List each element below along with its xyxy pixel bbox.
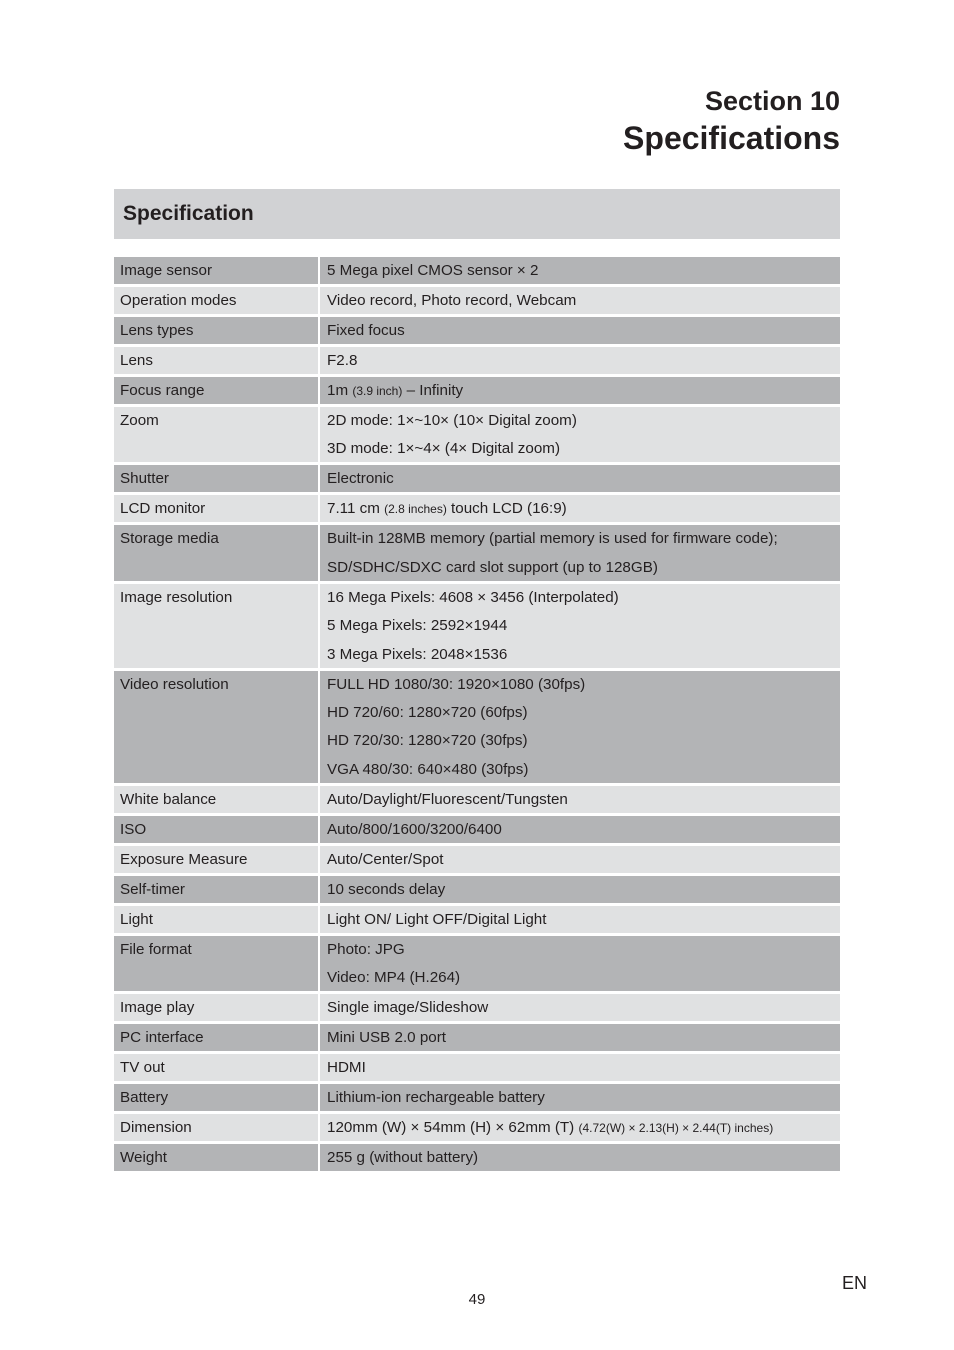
spec-value-text: SD/SDHC/SDXC card slot support (up to 128GB) (327, 558, 658, 576)
spec-label: Weight (114, 1144, 318, 1171)
spec-value-text: HD 720/60: 1280×720 (60fps) (327, 703, 528, 721)
spec-value-text: Auto/Daylight/Fluorescent/Tungsten (327, 790, 568, 808)
spec-value-line (327, 790, 834, 810)
spec-label: Light (114, 906, 318, 933)
spec-value-line (327, 351, 834, 371)
spec-value-line (327, 469, 834, 489)
spec-label: Operation modes (114, 287, 318, 314)
spec-value-line (327, 1058, 834, 1078)
spec-value-text: 16 Mega Pixels: 4608 × 3456 (Interpolated) (327, 588, 619, 606)
spec-value-text: Lithium-ion rechargeable battery (327, 1089, 545, 1107)
page-number: 49 (468, 1291, 486, 1308)
spec-value (320, 347, 840, 374)
spec-value-line (327, 998, 834, 1018)
spec-value-line (327, 940, 834, 960)
spec-value (320, 257, 840, 284)
spec-value (320, 936, 840, 991)
spec-row (114, 994, 840, 1021)
spec-value-text: HDMI (327, 1059, 366, 1077)
spec-row (114, 347, 840, 374)
section-number: Section 10 (704, 86, 840, 116)
spec-value-line (327, 820, 834, 840)
spec-row (114, 1144, 840, 1171)
spec-value-line (327, 261, 834, 281)
spec-value-text: 5 Mega Pixels: 2592×1944 (327, 617, 508, 635)
spec-row (114, 317, 840, 344)
spec-value-line (327, 760, 834, 780)
spec-row (114, 525, 840, 580)
spec-label: Image resolution (114, 584, 318, 668)
spec-row (114, 906, 840, 933)
spec-value (320, 1114, 840, 1141)
spec-value-text: Electronic (327, 470, 394, 488)
spec-value-line (327, 850, 834, 870)
spec-value (320, 495, 840, 522)
spec-label: White balance (114, 786, 318, 813)
spec-label: Self-timer (114, 876, 318, 903)
spec-value-text: Built-in 128MB memory (partial memory is used for firmware code); (327, 530, 778, 548)
spec-value-line (327, 381, 834, 401)
spec-value-line (327, 880, 834, 900)
spec-value-text: 1m (327, 382, 353, 399)
spec-value-text: 5 Mega pixel CMOS sensor × 2 (327, 262, 539, 279)
spec-row (114, 671, 840, 783)
spec-value (320, 786, 840, 813)
spec-value-line (327, 411, 834, 431)
spec-value-line (327, 439, 834, 459)
spec-value-line (327, 499, 834, 519)
spec-value (320, 671, 840, 783)
spec-value (320, 377, 840, 404)
spec-value-note: (2.8 inches) (384, 502, 447, 517)
spec-value (320, 1144, 840, 1171)
spec-value-text: 120mm (W) × 54mm (H) × 62mm (T) (327, 1119, 579, 1137)
spec-label: Image play (114, 994, 318, 1021)
spec-row (114, 287, 840, 314)
spec-row (114, 584, 840, 668)
spec-row (114, 786, 840, 813)
spec-value-line (327, 616, 834, 636)
spec-value (320, 876, 840, 903)
spec-label: PC interface (114, 1024, 318, 1051)
spec-value-text: 3 Mega Pixels: 2048×1536 (327, 645, 508, 663)
spec-value-line (327, 1118, 834, 1138)
spec-value-line (327, 321, 834, 341)
spec-row (114, 876, 840, 903)
spec-value-text: Fixed focus (327, 322, 405, 339)
specification-heading: Specification (114, 189, 840, 239)
spec-value-line (327, 558, 834, 578)
spec-row (114, 257, 840, 284)
spec-value-line (327, 588, 834, 608)
spec-value-text: F2.8 (327, 352, 358, 369)
spec-row (114, 1114, 840, 1141)
spec-value (320, 816, 840, 843)
spec-value (320, 994, 840, 1021)
spec-label: Battery (114, 1084, 318, 1111)
spec-value (320, 846, 840, 873)
spec-value (320, 906, 840, 933)
spec-label: Dimension (114, 1114, 318, 1141)
spec-value-line (327, 1028, 834, 1048)
spec-row (114, 377, 840, 404)
spec-label: Focus range (114, 377, 318, 404)
spec-row (114, 846, 840, 873)
spec-value-line (327, 731, 834, 751)
spec-label: Lens (114, 347, 318, 374)
spec-value-line (327, 645, 834, 665)
spec-value (320, 584, 840, 668)
spec-value-line (327, 675, 834, 695)
spec-value (320, 1054, 840, 1081)
spec-value-text: Auto/Center/Spot (327, 850, 444, 868)
spec-value-text: Mini USB 2.0 port (327, 1029, 447, 1047)
spec-value-text: 7.11 cm (327, 500, 385, 518)
spec-value-text: Light ON/ Light OFF/Digital Light (327, 910, 547, 928)
spec-row (114, 407, 840, 462)
spec-row (114, 1024, 840, 1051)
spec-value-text: Video: MP4 (H.264) (327, 969, 461, 987)
language-label: EN (841, 1273, 867, 1293)
section-title: Specifications (623, 120, 840, 156)
spec-value-text: touch LCD (16:9) (446, 500, 567, 518)
spec-value (320, 287, 840, 314)
section-header (623, 84, 840, 158)
spec-value-line (327, 529, 834, 549)
spec-row (114, 1054, 840, 1081)
spec-value (320, 465, 840, 492)
spec-row (114, 816, 840, 843)
spec-value-text: 3D mode: 1×~4× (4× Digital zoom) (327, 440, 560, 458)
spec-value-text: Video record, Photo record, Webcam (327, 292, 577, 309)
spec-value-text: – Infinity (402, 382, 464, 399)
spec-value (320, 525, 840, 580)
spec-value-text: 10 seconds delay (327, 880, 446, 898)
spec-table (114, 257, 840, 1174)
spec-value-text: 2D mode: 1×~10× (10× Digital zoom) (327, 412, 577, 429)
spec-value-line (327, 910, 834, 930)
spec-label: Video resolution (114, 671, 318, 783)
spec-value-line (327, 1088, 834, 1108)
spec-value-text: HD 720/30: 1280×720 (30fps) (327, 732, 528, 750)
spec-label: ISO (114, 816, 318, 843)
spec-value-text: Single image/Slideshow (327, 999, 489, 1017)
spec-value (320, 407, 840, 462)
spec-value-note: (4.72(W) × 2.13(H) × 2.44(T) inches) (578, 1121, 774, 1136)
spec-label: Zoom (114, 407, 318, 462)
spec-label: Lens types (114, 317, 318, 344)
spec-label: Image sensor (114, 257, 318, 284)
spec-value-note: (3.9 inch) (352, 384, 403, 398)
spec-value (320, 1024, 840, 1051)
spec-value (320, 317, 840, 344)
spec-row (114, 936, 840, 991)
spec-label: Storage media (114, 525, 318, 580)
spec-value-text: Auto/800/1600/3200/6400 (327, 820, 502, 838)
spec-value-text: FULL HD 1080/30: 1920×1080 (30fps) (327, 675, 586, 693)
spec-value (320, 1084, 840, 1111)
spec-label: Shutter (114, 465, 318, 492)
spec-row (114, 465, 840, 492)
spec-row (114, 495, 840, 522)
spec-value-line (327, 703, 834, 723)
spec-value-text: Photo: JPG (327, 940, 405, 958)
spec-row (114, 1084, 840, 1111)
spec-value-line (327, 968, 834, 988)
spec-value-text: VGA 480/30: 640×480 (30fps) (327, 760, 529, 778)
spec-value-line (327, 1148, 834, 1168)
spec-label: LCD monitor (114, 495, 318, 522)
spec-label: Exposure Measure (114, 846, 318, 873)
spec-label: TV out (114, 1054, 318, 1081)
spec-value-line (327, 291, 834, 311)
spec-label: File format (114, 936, 318, 991)
spec-value-text: 255 g (without battery) (327, 1149, 479, 1167)
